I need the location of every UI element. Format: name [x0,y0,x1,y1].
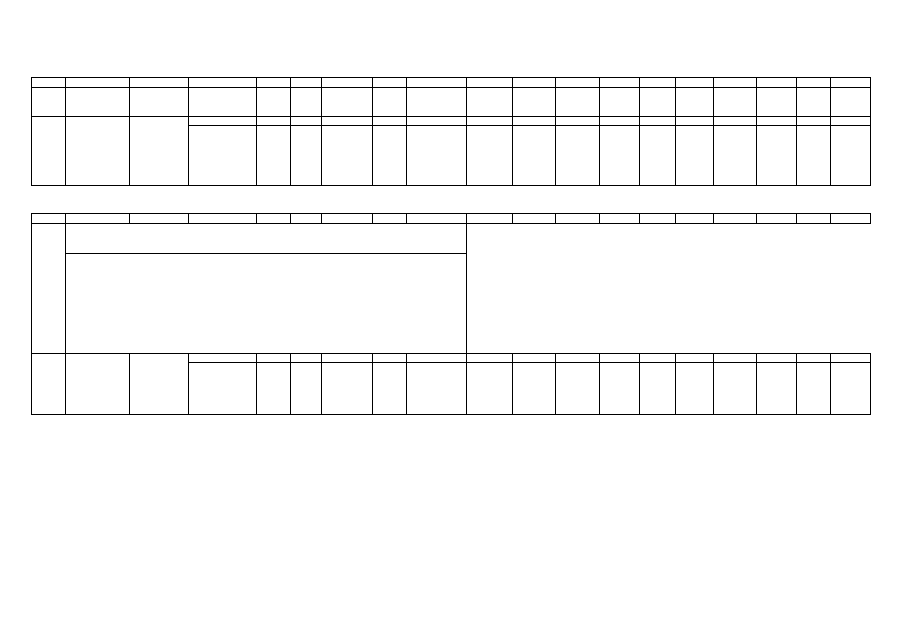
indicator-text [66,254,467,354]
value-cell [513,363,556,415]
column-number [714,78,757,88]
value-cell [513,354,556,363]
column-number [797,78,831,88]
value-cell [600,126,640,186]
column-number [373,214,407,224]
table-row [32,254,871,354]
table-row [32,117,871,126]
value-cell [831,354,871,363]
funding-source-cell [407,363,467,415]
measure-code [32,117,66,186]
value-cell [757,117,797,126]
table-row [32,224,871,254]
budget-table-top [31,77,871,186]
value-cell [291,117,322,126]
budget-table-main [31,213,871,415]
column-number [640,78,676,88]
value-cell [757,363,797,415]
measure-name [66,117,130,186]
value-cell [797,126,831,186]
funding-source-cell [407,117,467,126]
value-cell [556,117,600,126]
value-cell [322,126,373,186]
value-cell [291,354,322,363]
measure-code [32,354,66,415]
column-number [373,78,407,88]
column-number [407,78,467,88]
column-number [600,214,640,224]
value-cell [600,117,640,126]
value-cell [676,354,714,363]
value-cell [757,354,797,363]
column-number-row [32,214,871,224]
value-cell [714,354,757,363]
column-number [676,214,714,224]
value-cell [257,354,291,363]
participant-cell [189,117,257,126]
measure-name [66,354,130,415]
value-cell [556,354,600,363]
column-number [513,78,556,88]
value-cell [831,126,871,186]
value-cell [714,126,757,186]
value-cell [600,363,640,415]
column-number [32,78,66,88]
funding-source-cell [407,126,467,186]
value-cell [640,117,676,126]
value-cell [513,117,556,126]
value-cell [831,363,871,415]
value-cell [291,126,322,186]
column-number [257,214,291,224]
value-cell [556,363,600,415]
column-number [130,78,189,88]
column-number [130,214,189,224]
column-number [831,78,871,88]
column-number [640,214,676,224]
column-number [757,78,797,88]
value-cell [640,126,676,186]
value-cell [257,363,291,415]
column-number [797,214,831,224]
column-number [189,78,257,88]
column-number [757,214,797,224]
value-cell [322,363,373,415]
value-cell [257,117,291,126]
column-number [189,214,257,224]
funding-source-cell [407,354,467,363]
row-continuation-text [66,88,130,117]
value-cell [797,363,831,415]
value-cell [467,117,513,126]
participant-cell [189,126,257,186]
value-cell [831,117,871,126]
value-cell [797,117,831,126]
column-number [66,214,130,224]
column-number [556,214,600,224]
value-cell [373,117,407,126]
value-cell [640,354,676,363]
column-number [291,214,322,224]
table-row [32,354,871,363]
column-number [714,214,757,224]
column-number [257,78,291,88]
value-cell [322,354,373,363]
value-cell [676,363,714,415]
value-cell [797,354,831,363]
column-number [831,214,871,224]
value-cell [373,363,407,415]
column-number [467,78,513,88]
participant-cell [189,354,257,363]
participant-cell [189,363,257,415]
value-cell [373,126,407,186]
column-number [66,78,130,88]
column-number [291,78,322,88]
value-cell [714,117,757,126]
value-cell [467,363,513,415]
value-cell [676,126,714,186]
value-cell [373,354,407,363]
indicator-text [66,224,467,254]
value-cell [757,126,797,186]
column-number-row [32,78,871,88]
value-cell [467,354,513,363]
column-number [513,214,556,224]
value-cell [291,363,322,415]
column-number [322,78,373,88]
value-cell [467,126,513,186]
column-number [676,78,714,88]
value-cell [257,126,291,186]
column-number [322,214,373,224]
column-number [556,78,600,88]
column-number [467,214,513,224]
column-number [32,214,66,224]
value-cell [556,126,600,186]
value-cell [322,117,373,126]
value-cell [714,363,757,415]
value-cell [640,363,676,415]
column-number [407,214,467,224]
value-cell [513,126,556,186]
value-cell [676,117,714,126]
value-cell [600,354,640,363]
column-number [600,78,640,88]
table-row [32,88,871,117]
indicator-label [32,224,66,354]
